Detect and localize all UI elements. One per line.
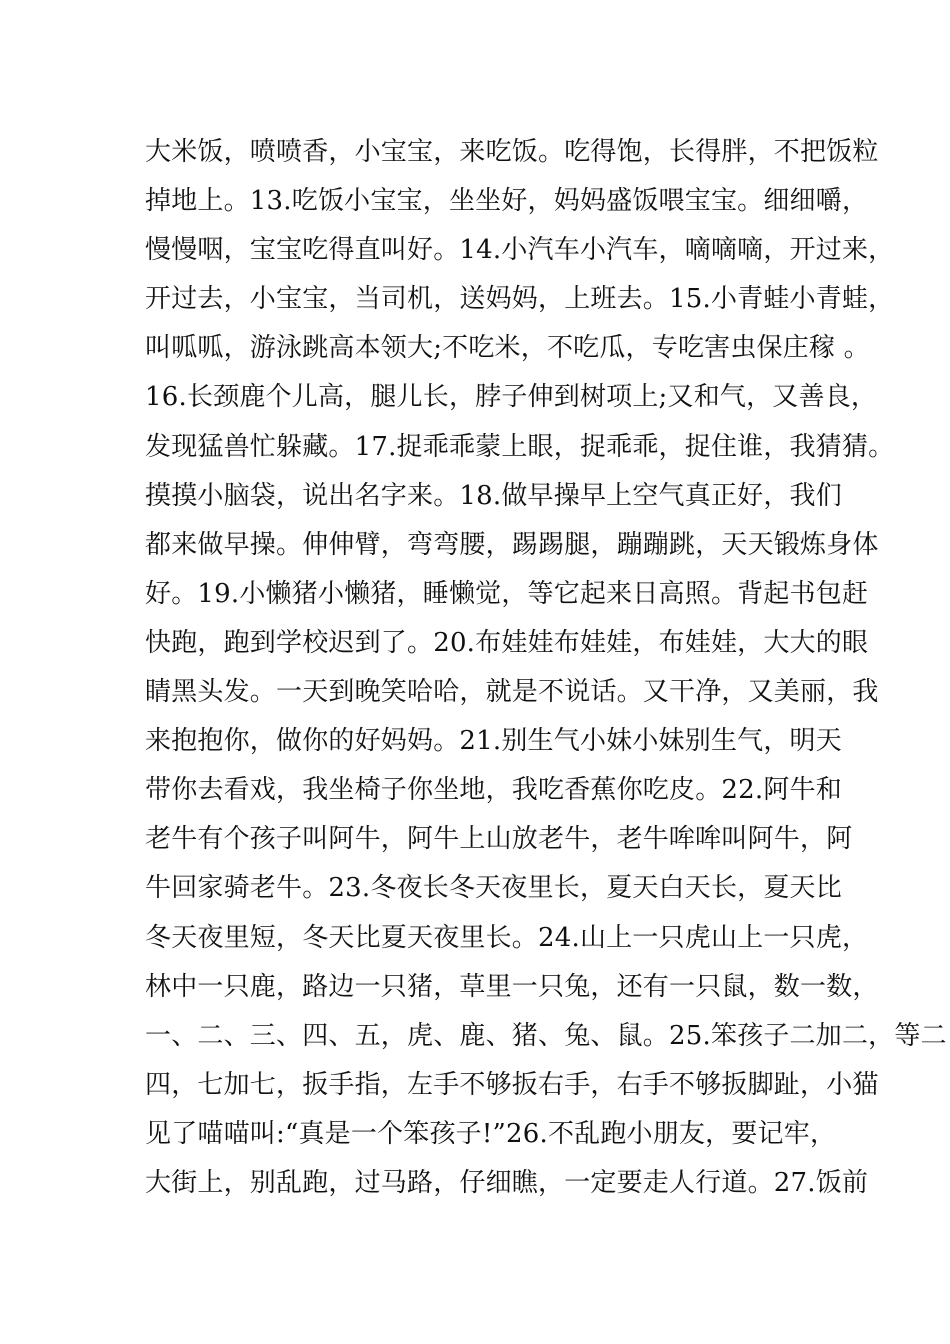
text-line: 开过去，小宝宝，当司机，送妈妈，上班去。15.小青蛙小青蛙， xyxy=(145,284,895,315)
text-line: 带你去看戏，我坐椅子你坐地，我吃香蕉你吃皮。22.阿牛和 xyxy=(145,775,842,806)
body-text xyxy=(145,128,947,1208)
text-line: 睛黑头发。一天到晚笑哈哈，就是不说话。又干净，又美丽，我 xyxy=(145,677,879,708)
text-line: 老牛有个孩子叫阿牛，阿牛上山放老牛，老牛哞哞叫阿牛，阿 xyxy=(145,824,853,855)
text-line: 掉地上。13.吃饭小宝宝，坐坐好，妈妈盛饭喂宝宝。细细嚼， xyxy=(145,186,869,217)
text-line: 来抱抱你，做你的好妈妈。21.别生气小妹小妹别生气，明天 xyxy=(145,726,842,757)
text-line: 四，七加七，扳手指，左手不够扳右手，右手不够扳脚趾，小猫 xyxy=(145,1069,879,1100)
text-line: 大街上，别乱跑，过马路，仔细瞧，一定要走人行道。27.饭前 xyxy=(145,1167,869,1198)
text-line: 摸摸小脑袋，说出名字来。18.做早操早上空气真正好，我们 xyxy=(145,480,842,511)
text-line: 发现猛兽忙躲藏。17.捉乖乖蒙上眼，捉乖乖，捉住谁，我猜猜。 xyxy=(145,431,895,462)
text-line: 都来做早操。伸伸臂，弯弯腰，踢踢腿，蹦蹦跳，天天锻炼身体 xyxy=(145,529,879,560)
text-line: 一、二、三、四、五，虎、鹿、猪、兔、鼠。25.笨孩子二加二，等二 xyxy=(145,1020,947,1051)
text-line: 牛回家骑老牛。23.冬夜长冬天夜里长，夏天白天长，夏天比 xyxy=(145,873,842,904)
text-line: 叫呱呱，游泳跳高本领大;不吃米，不吃瓜，专吃害虫保庄稼 。 xyxy=(145,333,870,364)
text-line: 慢慢咽，宝宝吃得直叫好。14.小汽车小汽车，嘀嘀嘀，开过来， xyxy=(145,235,895,266)
text-line: 林中一只鹿，路边一只猪，草里一只兔，还有一只鼠，数一数， xyxy=(145,971,879,1002)
text-line: 冬天夜里短，冬天比夏天夜里长。24.山上一只虎山上一只虎， xyxy=(145,922,869,953)
text-line: 16.长颈鹿个儿高，腿儿长，脖子伸到树项上;又和气，又善良， xyxy=(145,382,878,413)
text-line: 快跑，跑到学校迟到了。20.布娃娃布娃娃，布娃娃，大大的眼 xyxy=(145,627,869,658)
text-line: 见了喵喵叫:“真是一个笨孩子!”26.不乱跑小朋友，要记牢， xyxy=(145,1118,837,1149)
text-line: 大米饭，喷喷香，小宝宝，来吃饭。吃得饱，长得胖，不把饭粒 xyxy=(145,137,879,167)
text-line: 好。19.小懒猪小懒猪，睡懒觉，等它起来日高照。背起书包赶 xyxy=(145,578,869,609)
